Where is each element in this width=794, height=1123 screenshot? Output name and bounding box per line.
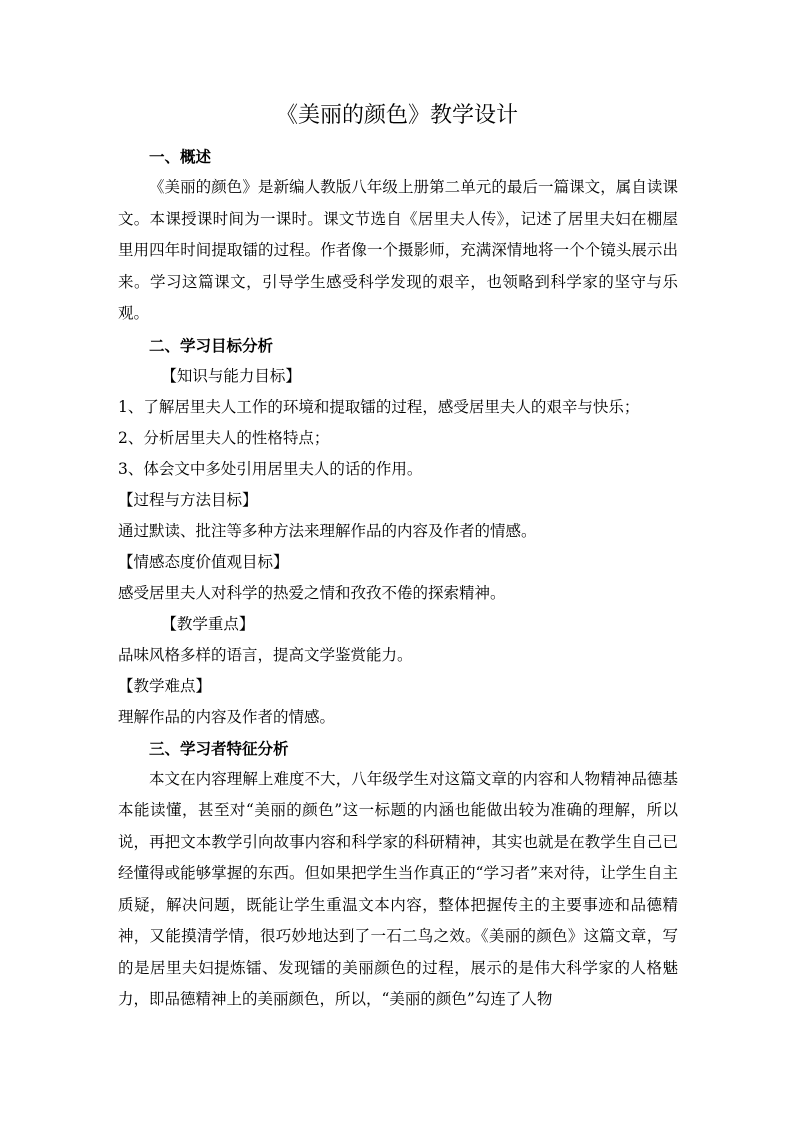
- emotion-value-text: 感受居里夫人对科学的热爱之情和孜孜不倦的探索精神。: [118, 583, 506, 602]
- teaching-key-label: 【教学重点】: [161, 614, 255, 633]
- knowledge-ability-label: 【知识与能力目标】: [161, 366, 301, 385]
- teaching-difficulty-text: 理解作品的内容及作者的情感。: [118, 707, 336, 726]
- process-method-label: 【过程与方法目标】: [118, 490, 258, 509]
- learner-analysis-paragraph: 本文在内容理解上难度不大，八年级学生对这篇文章的内容和人物精神品德基本能读懂，甚至对“美丽的颜色”这一标题的内涵也能做出较为准确的理解，所以说，再把文本教学引向故事内容和科学家的科研精神，其实也就是在教学生自己已经懂得或能够掌握的东西。但如果把学生当作真正的“学习者”来对待，让学生自主质疑，解决问题，既能让学生重温文本内容，整体把握传主的主要事迹和品德精神，又能摸清学情，很巧妙地达到了一石二鸟之效。《美丽的颜色》这篇文章，写的是居里夫妇提炼镭、发现镭的美丽颜色的过程，展示的是伟大科学家的人格魅力，即品德精神上的美丽颜色，所以，“美丽的颜色”勾连了人物: [118, 769, 678, 1008]
- knowledge-item: 3、体会文中多处引用居里夫人的话的作用。: [118, 459, 423, 478]
- overview-paragraph: 《美丽的颜色》是新编人教版八年级上册第二单元的最后一篇课文，属自读课文。本课授课时间为一课时。课文节选自《居里夫人传》，记述了居里夫妇在棚屋里用四年时间提取镭的过程。作者像一个摄影师，充满深情地将一个个镜头展示出来。学习这篇课文，引导学生感受科学发现的艰辛，也领略到科学家的坚守与乐观。: [118, 178, 678, 322]
- document-title: 《美丽的颜色》教学设计: [275, 103, 518, 128]
- knowledge-item: 1、了解居里夫人工作的环境和提取镭的过程，感受居里夫人的艰辛与快乐；: [118, 397, 640, 416]
- document-body: [118, 141, 678, 1016]
- process-method-text: 通过默读、批注等多种方法来理解作品的内容及作者的情感。: [118, 521, 537, 540]
- teaching-difficulty-label: 【教学难点】: [118, 676, 212, 695]
- section-heading-objectives: 二、学习目标分析: [149, 335, 274, 355]
- section-heading-overview: 一、概述: [149, 147, 212, 166]
- emotion-value-label: 【情感态度价值观目标】: [118, 552, 289, 571]
- teaching-key-text: 品味风格多样的语言，提高文学鉴赏能力。: [118, 645, 413, 664]
- knowledge-item: 2、分析居里夫人的性格特点；: [118, 428, 330, 447]
- section-heading-learner-analysis: 三、学习者特征分析: [149, 738, 289, 758]
